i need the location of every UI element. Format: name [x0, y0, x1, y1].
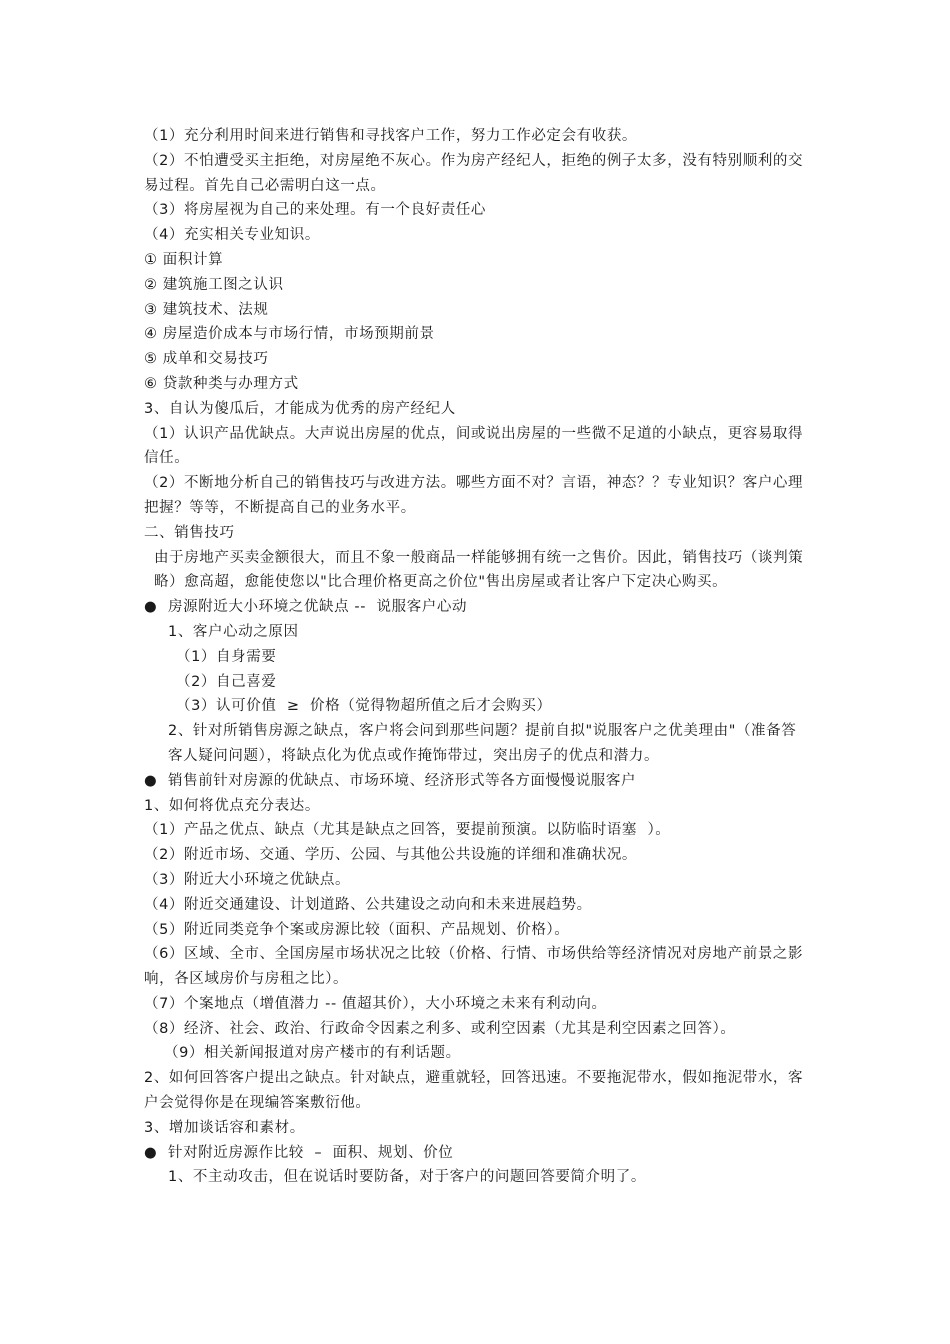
- paragraph-text: ③ 建筑技术、法规: [144, 301, 269, 318]
- paragraph-text: ⑤ 成单和交易技巧: [144, 351, 269, 368]
- paragraph-text: 1、不主动攻击，但在说话时要防备，对于客户的问题回答要简介明了。: [168, 1169, 646, 1186]
- text-paragraph: [144, 1116, 810, 1141]
- paragraph-text: 针对附近房源作比较 – 面积、规划、价位: [168, 1144, 454, 1161]
- paragraph-text: （2）不断地分析自己的销售技巧与改进方法。哪些方面不对？言语，神态？？专业知识？客户心理把握？等等，不断提高自己的业务水平。: [144, 475, 804, 516]
- bullet-paragraph: [144, 595, 810, 620]
- paragraph-text: （2）附近市场、交通、学历、公园、与其他公共设施的详细和准确状况。: [144, 847, 638, 864]
- text-paragraph: [144, 694, 810, 719]
- paragraph-text: 1、客户心动之原因: [168, 623, 299, 640]
- paragraph-text: （2）自己喜爱: [176, 673, 277, 690]
- paragraph-text: （3）附近大小环境之优缺点。: [144, 871, 351, 888]
- paragraph-text: （4）充实相关专业知识。: [144, 227, 320, 244]
- text-paragraph: [144, 198, 810, 223]
- paragraph-text: （9）相关新闻报道对房产楼市的有利话题。: [164, 1045, 461, 1062]
- text-paragraph: [144, 397, 810, 422]
- text-paragraph: [144, 372, 810, 397]
- text-paragraph: [144, 1066, 810, 1116]
- text-paragraph: [144, 347, 810, 372]
- paragraph-text: （3）将房屋视为自己的来处理。有一个良好责任心: [144, 202, 487, 219]
- text-paragraph: [144, 1041, 810, 1066]
- paragraph-text: （1）产品之优点、缺点（尤其是缺点之回答，要提前预演。以防临时语塞 ）。: [144, 822, 671, 839]
- text-paragraph: [144, 992, 810, 1017]
- paragraph-text: 2、如何回答客户提出之缺点。针对缺点，避重就轻，回答迅速。不要拖泥带水，假如拖泥带水，客户会觉得你是在现编答案敷衍他。: [144, 1070, 804, 1112]
- text-paragraph: [144, 1017, 810, 1042]
- text-paragraph: [144, 942, 810, 992]
- text-paragraph: [144, 248, 810, 273]
- text-paragraph: [144, 1165, 810, 1190]
- paragraph-text: （1）充分利用时间来进行销售和寻找客户工作，努力工作必定会有收获。: [144, 128, 638, 144]
- paragraph-text: （1）自身需要: [176, 648, 277, 665]
- paragraph-text: 3、自认为傻瓜后，才能成为优秀的房产经纪人: [144, 400, 456, 417]
- paragraph-text: （5）附近同类竞争个案或房源比较（面积、产品规划、价格）。: [144, 921, 570, 938]
- text-paragraph: [144, 868, 810, 893]
- text-paragraph: [144, 546, 810, 596]
- paragraph-text: ② 建筑施工图之认识: [144, 276, 284, 293]
- text-paragraph: [144, 893, 810, 918]
- paragraph-text: （7）个案地点（增值潜力 -- 值超其价），大小环境之未来有利动向。: [144, 995, 607, 1012]
- text-paragraph: [144, 719, 810, 769]
- text-paragraph: [144, 124, 810, 149]
- paragraph-text: （6）区域、全市、全国房屋市场状况之比较（价格、行情、市场供给等经济情况对房地产前景之影响，各区域房价与房租之比）。: [144, 946, 804, 988]
- text-paragraph: [144, 223, 810, 248]
- paragraph-text: 由于房地产买卖金额很大，而且不象一般商品一样能够拥有统一之售价。因此，销售技巧（谈判策略）愈高超，愈能使您以"比合理价格更高之价位"售出房屋或者让客户下定决心购买。: [154, 549, 804, 591]
- text-paragraph: [144, 322, 810, 347]
- text-paragraph: [144, 918, 810, 943]
- paragraph-text: 房源附近大小环境之优缺点 -- 说服客户心动: [168, 599, 468, 616]
- text-paragraph: [144, 620, 810, 645]
- text-paragraph: [144, 818, 810, 843]
- paragraph-text: （2）不怕遭受买主拒绝，对房屋绝不灰心。作为房产经纪人，拒绝的例子太多，没有特别顺利的交易过程。首先自己必需明白这一点。: [144, 152, 804, 194]
- paragraph-text: 二、销售技巧: [144, 524, 235, 541]
- bullet-icon: ●: [144, 599, 158, 616]
- text-paragraph: [144, 422, 810, 472]
- paragraph-text: （1）认识产品优缺点。大声说出房屋的优点，间或说出房屋的一些微不足道的小缺点，更容易取得信任。: [144, 425, 804, 467]
- paragraph-text: （3）认可价值 ≥ 价格（觉得物超所值之后才会购买）: [176, 698, 552, 715]
- text-paragraph: [144, 843, 810, 868]
- text-paragraph: [144, 794, 810, 819]
- paragraph-text: ⑥ 贷款种类与办理方式: [144, 375, 299, 392]
- text-paragraph: [144, 149, 810, 199]
- text-paragraph: [144, 298, 810, 323]
- paragraph-text: 3、增加谈话容和素材。: [144, 1119, 305, 1136]
- bullet-paragraph: [144, 769, 810, 794]
- text-paragraph: [144, 521, 810, 546]
- bullet-paragraph: [144, 1141, 810, 1166]
- bullet-icon: ●: [144, 772, 158, 789]
- text-paragraph: [144, 273, 810, 298]
- text-paragraph: [144, 670, 810, 695]
- paragraph-text: （4）附近交通建设、计划道路、公共建设之动向和未来进展趋势。: [144, 896, 592, 913]
- document-body: [144, 124, 810, 1190]
- paragraph-text: 1、如何将优点充分表达。: [144, 797, 320, 814]
- text-paragraph: [144, 471, 810, 521]
- paragraph-text: （8）经济、社会、政治、行政命令因素之利多、或利空因素（尤其是利空因素之回答）。: [144, 1020, 736, 1037]
- paragraph-text: 销售前针对房源的优缺点、市场环境、经济形式等各方面慢慢说服客户: [168, 772, 637, 789]
- text-paragraph: [144, 645, 810, 670]
- paragraph-text: ① 面积计算: [144, 251, 224, 268]
- bullet-icon: ●: [144, 1144, 158, 1161]
- paragraph-text: 2、针对所销售房源之缺点，客户将会问到那些问题？提前自拟"说服客户之优美理由"（准备答客人疑问问题），将缺点化为优点或作掩饰带过，突出房子的优点和潜力。: [168, 723, 797, 764]
- paragraph-text: ④ 房屋造价成本与市场行情，市场预期前景: [144, 326, 435, 343]
